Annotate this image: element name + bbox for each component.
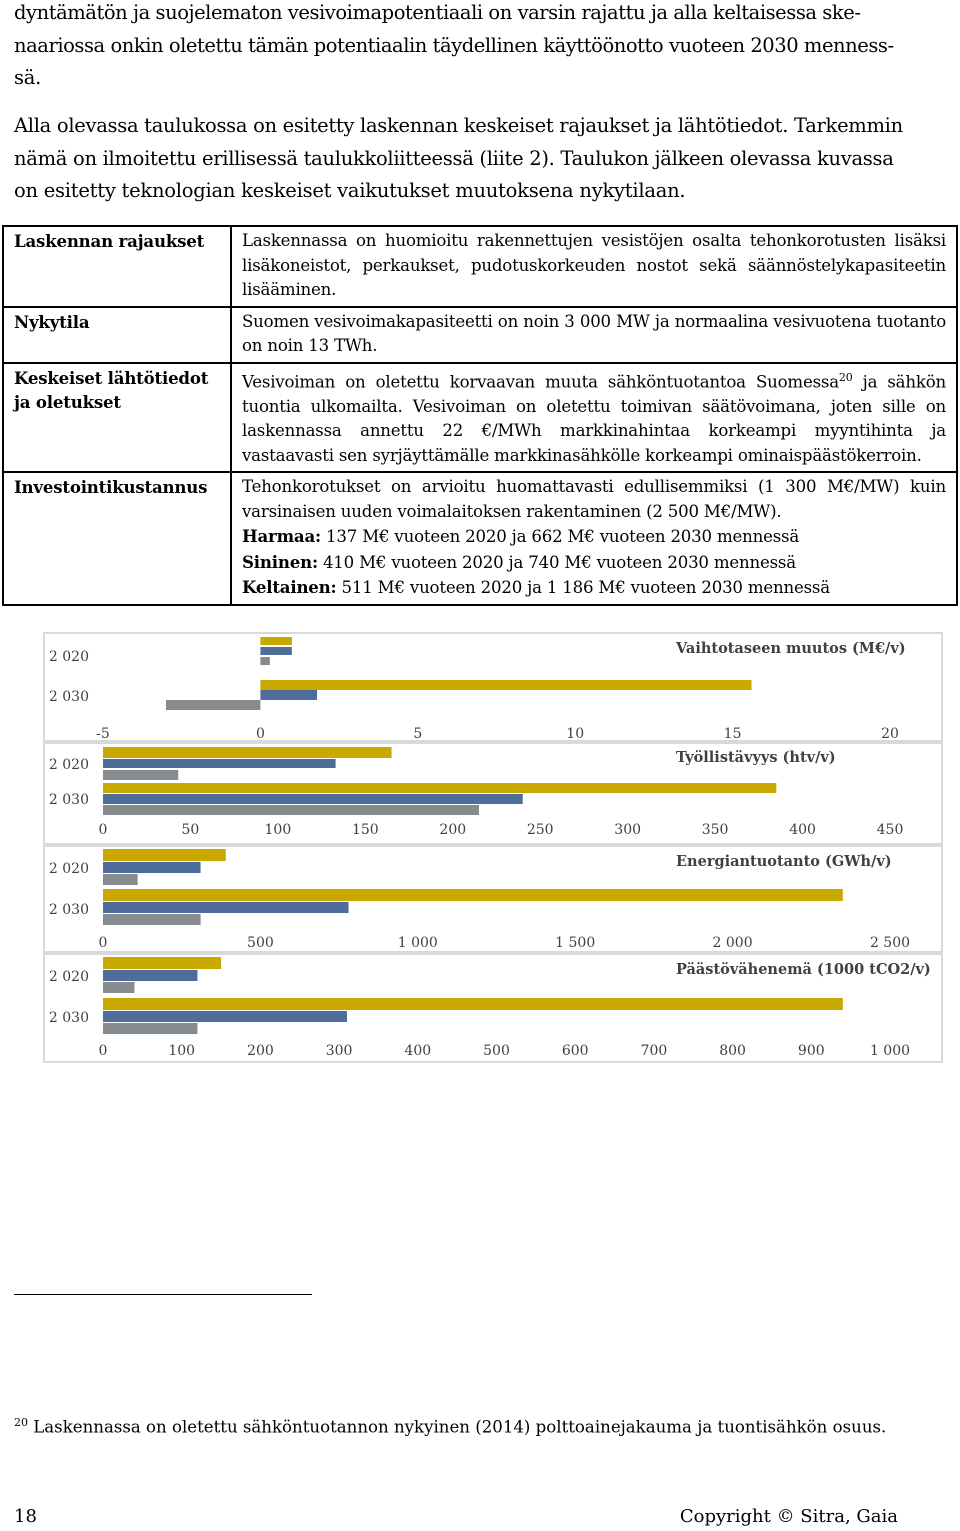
footnote-text: Laskennassa on oletettu sähköntuotannon nykyinen (2014) polttoainejakauma ja tuontisähkön osuus. (28, 1417, 887, 1437)
chart-title: Energiantuotanto (GWh/v) (676, 853, 892, 870)
bar-2030-s2 (103, 1023, 197, 1034)
bar-2020-s0 (103, 849, 226, 861)
tick-label: 400 (789, 822, 816, 838)
chart-trade-balance (43, 632, 943, 742)
bar-2030-s1 (103, 794, 523, 804)
text-line: on esitetty teknologian keskeiset vaikutukset muutoksena nykytilaan. (14, 179, 686, 202)
chart-title: Työllistävyys (htv/v) (676, 749, 836, 766)
chart-svg (45, 744, 945, 847)
tick-label: 1 000 (397, 935, 438, 951)
tick-label: 50 (181, 822, 200, 838)
table-row (3, 307, 957, 363)
tick-label: 100 (264, 822, 292, 838)
copyright: Copyright © Sitra, Gaia (679, 1506, 898, 1527)
tick-label: 1 000 (869, 1043, 911, 1059)
tick-label: 10 (566, 726, 585, 742)
tick-label: 350 (701, 822, 729, 838)
bar-2030-s2 (166, 700, 260, 710)
bar-2020-s1 (103, 862, 201, 873)
category-label: 2 030 (48, 1010, 89, 1026)
scenario-value: 511 M€ vuoteen 2020 ja 1 186 M€ vuoteen 2030 mennessä (336, 578, 830, 598)
bar-2030-s0 (260, 680, 751, 690)
chart-employment (43, 742, 943, 845)
tick-label: 1 500 (555, 935, 596, 951)
tick-label: 300 (325, 1043, 353, 1059)
page-number: 18 (14, 1506, 37, 1527)
scenario-gray (242, 524, 946, 550)
tick-label: 450 (876, 822, 904, 838)
tick-label: 15 (723, 726, 742, 742)
tick-label: 600 (561, 1043, 589, 1059)
value-text: ja sähkön tuontia ulkomailta. Vesivoiman on oletettu toimivan säätövoimana, joten sille on laskennassa annettu 22 €/MWh markkinahintaa korkeampi myyntihinta ja vastaavasti sen syrjäyttämälle markkinasähkölle korkeampi ominaispäästökerroin. (242, 372, 946, 465)
tick-label: 5 (413, 726, 423, 742)
tick-label: -5 (96, 726, 110, 742)
tick-label: 200 (247, 1043, 274, 1059)
category-label: 2 030 (48, 792, 89, 808)
tick-label: 200 (439, 822, 467, 838)
bar-2020-s2 (103, 874, 138, 885)
row-label: Laskennan rajaukset (3, 226, 231, 307)
chart-emission-reduction (43, 953, 943, 1063)
category-label: 2 020 (48, 861, 89, 877)
bar-2020-s0 (260, 637, 291, 645)
investment-text: Tehonkorotukset on arvioitu huomattavasti edullisemmiksi (1 300 M€/MW) kuin varsinaisen uuden voimalaitoksen rakentaminen (2 500 M€/MW). (242, 477, 946, 521)
tick-label: 500 (247, 935, 274, 951)
bar-2030-s1 (103, 1011, 347, 1022)
tick-label: 500 (483, 1043, 510, 1059)
method-paragraph (14, 110, 946, 208)
tick-label: 700 (640, 1043, 668, 1059)
chart-title: Vaihtotaseen muutos (M€/v) (676, 640, 906, 657)
text-line: naariossa onkin oletettu tämän potentiaalin täydellinen käyttöönotto vuoteen 2030 menness- (14, 33, 894, 57)
row-value: Laskennassa on huomioitu rakennettujen vesistöjen osalta tehonkorotusten lisäksi lisäkoneistot, perkaukset, pudotuskorkeuden nostot sekä säännöstelykapasiteetin lisääminen. (231, 226, 957, 307)
tick-label: 0 (98, 1043, 108, 1059)
row-label: Nykytila (3, 307, 231, 363)
tick-label: 400 (404, 1043, 432, 1059)
bar-2020-s1 (103, 970, 197, 981)
category-label: 2 030 (48, 902, 89, 918)
bar-2030-s0 (103, 889, 843, 901)
text-line: sä. (14, 66, 42, 89)
tick-label: 800 (719, 1043, 746, 1059)
chart-svg (45, 955, 945, 1065)
bar-2020-s1 (103, 759, 336, 768)
scenario-label: Harmaa: (242, 526, 321, 547)
row-value (231, 363, 957, 473)
intro-paragraph (14, 0, 946, 95)
footnote-marker: 20 (14, 1416, 28, 1429)
footnote-reference: 20 (838, 370, 853, 384)
category-label: 2 020 (48, 757, 89, 773)
scenario-label: Keltainen: (242, 577, 337, 598)
bar-2020-s2 (103, 770, 178, 780)
chart-svg (45, 847, 945, 955)
category-label: 2 020 (48, 969, 89, 985)
tick-label: 100 (168, 1043, 196, 1059)
bar-2030-s1 (260, 690, 317, 700)
bar-2020-s2 (103, 982, 134, 993)
category-label: 2 020 (48, 649, 89, 665)
bar-2020-s0 (103, 957, 221, 969)
tick-label: 0 (255, 726, 265, 742)
bar-2030-s2 (103, 805, 479, 815)
chart-energy-production (43, 845, 943, 953)
value-text: Vesivoiman on oletettu korvaavan muuta sähköntuotantoa Suomessa (242, 372, 839, 392)
table-row (3, 472, 957, 605)
assumptions-table (2, 225, 958, 606)
scenario-value: 137 M€ vuoteen 2020 ja 662 M€ vuoteen 2030 mennessä (320, 527, 800, 547)
bar-2020-s2 (260, 657, 269, 665)
bar-2030-s0 (103, 998, 843, 1010)
tick-label: 2 000 (712, 935, 753, 951)
tick-label: 150 (351, 822, 379, 838)
tick-label: 900 (797, 1043, 825, 1059)
bar-2020-s0 (103, 747, 392, 758)
tick-label: 0 (98, 822, 108, 838)
tick-label: 0 (98, 935, 108, 951)
tick-label: 300 (614, 822, 642, 838)
bar-2030-s0 (103, 783, 776, 793)
tick-label: 250 (526, 822, 554, 838)
row-value (231, 472, 957, 605)
tick-label: 2 500 (869, 935, 911, 951)
text-line: Alla olevassa taulukossa on esitetty laskennan keskeiset rajaukset ja lähtötiedot. Tarkemmin (14, 114, 903, 137)
scenario-yellow (242, 575, 946, 601)
category-label: 2 030 (48, 689, 89, 705)
bar-2020-s1 (260, 647, 291, 655)
footnote-divider (14, 1294, 312, 1295)
scenario-label: Sininen: (242, 551, 318, 572)
footnote (14, 1416, 886, 1437)
tick-label: 20 (881, 726, 899, 742)
table-row (3, 363, 957, 473)
table-row (3, 226, 957, 307)
bar-2030-s2 (103, 914, 201, 925)
text-line: dyntämätön ja suojelematon vesivoimapotentiaali on varsin rajattu ja alla keltaisessa ske- (14, 1, 861, 24)
row-value: Suomen vesivoimakapasiteetti on noin 3 000 MW ja normaalina vesivuotena tuotanto on noin 13 TWh. (231, 307, 957, 363)
scenario-blue (242, 550, 946, 576)
chart-svg (45, 634, 945, 744)
bar-2030-s1 (103, 902, 349, 913)
scenario-value: 410 M€ vuoteen 2020 ja 740 M€ vuoteen 2030 mennessä (317, 552, 796, 572)
chart-title: Päästövähenemä (1000 tCO2/v) (676, 961, 931, 978)
row-label: Investointikustannus (3, 472, 231, 605)
text-line: nämä on ilmoitettu erillisessä taulukkoliitteessä (liite 2). Taulukon jälkeen olevassa kuvassa (14, 146, 894, 170)
row-label: Keskeiset lähtötiedot ja oletukset (3, 363, 231, 473)
